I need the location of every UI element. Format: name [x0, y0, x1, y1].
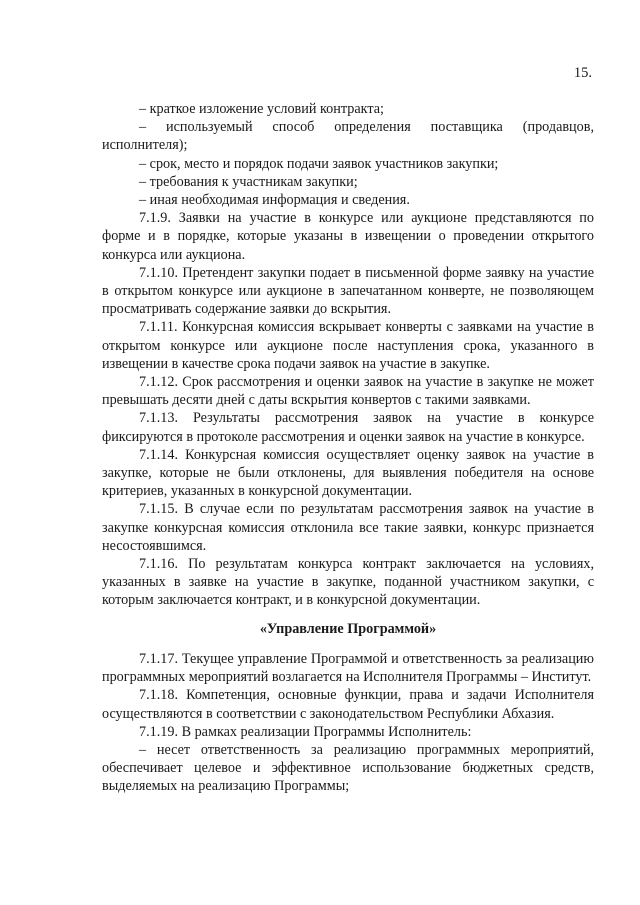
- list-item-contract-summary: – краткое изложение условий контракта;: [139, 101, 384, 117]
- clause-7-1-14: 7.1.14. Конкурсная комиссия осуществляет оценку заявок на участие в закупке, которые не были отклонены, для выявления победителя на основе критериев, указанных в конкурсной документации.: [102, 446, 594, 500]
- clause-7-1-12: 7.1.12. Срок рассмотрения и оценки заявок на участие в закупке не может превышать десяти дней с даты вскрытия конвертов с такими заявками.: [102, 374, 594, 409]
- clause-7-1-15: 7.1.15. В случае если по результатам рассмотрения заявок на участие в закупке конкурсная комиссия отклонила все такие заявки, конкурс признается несостоявшимся.: [102, 501, 594, 554]
- clause-7-1-11: 7.1.11. Конкурсная комиссия вскрывает конверты с заявками на участие в открытом конкурсе или аукционе после наступления срока, указанного в извещении в качестве срока подачи заявок на участие в закупке.: [102, 319, 594, 372]
- clause-7-1-9: 7.1.9. Заявки на участие в конкурсе или аукционе представляются по форме и в порядке, которые указаны в извещении о проведении открытого конкурса или аукциона.: [102, 210, 594, 263]
- list-item-participant-requirements: – требования к участникам закупки;: [139, 173, 358, 190]
- list-item-supplier-method: – используемый способ определения поставщика (продавцов, исполнителя);: [102, 119, 594, 154]
- list-item-responsibility: – несет ответственность за реализацию программных мероприятий, обеспечивает целевое и эффективное использование бюджетных средств, выделяемых на реализацию Программы;: [102, 741, 594, 795]
- clause-7-1-19: 7.1.19. В рамках реализации Программы Исполнитель:: [139, 723, 472, 740]
- clause-7-1-10: 7.1.10. Претендент закупки подает в письменной форме заявку на участие в открытом конкурсе или аукционе в запечатанном конверте, не позволяющем просматривать содержание заявки до вскрытия.: [102, 264, 594, 318]
- list-item-other-info: – иная необходимая информация и сведения.: [139, 192, 410, 209]
- clause-7-1-13: 7.1.13. Результаты рассмотрения заявок на участие в конкурсе фиксируются в протоколе рассмотрения и оценки заявок на участие в конкурсе.: [102, 410, 594, 445]
- list-item-submission-terms: – срок, место и порядок подачи заявок участников закупки;: [139, 155, 499, 172]
- clause-7-1-16: 7.1.16. По результатам конкурса контракт заключается на условиях, указанных в заявке на участие в закупке, поданной участником закупки, с которым заключается контракт, и в конкурсной документации.: [102, 556, 594, 609]
- section-title: «Управление Программой»: [259, 620, 437, 637]
- clause-7-1-17: 7.1.17. Текущее управление Программой и ответственность за реализацию программных мероприятий возлагается на Исполнителя Программы – Институт.: [102, 650, 594, 686]
- clause-7-1-18: 7.1.18. Компетенция, основные функции, права и задачи Исполнителя осуществляются в соответствии с законодательством Республики Абхазия.: [102, 687, 594, 722]
- document-body: [102, 100, 594, 796]
- page-number: 15.: [573, 65, 592, 81]
